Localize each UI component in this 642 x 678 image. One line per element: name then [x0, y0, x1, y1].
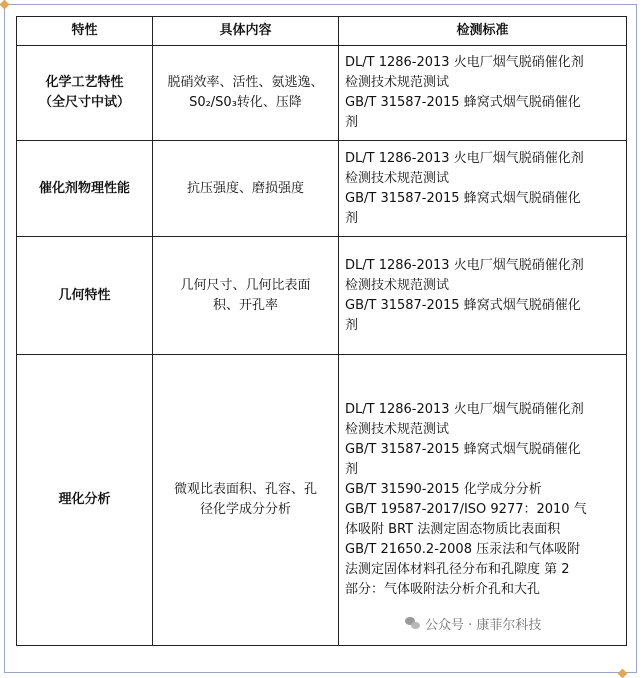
standard-line: 剂: [345, 115, 359, 130]
standard-line: 检测技术规范测试: [345, 422, 450, 437]
table-row: [17, 355, 627, 646]
feature-text: 理化分析: [58, 492, 111, 507]
standard-line: 体吸附 BRT 法测定固态物质比表面积: [345, 522, 561, 537]
content-text: 积、开孔率: [212, 297, 278, 313]
feature-text: 化学工艺特性: [45, 75, 124, 90]
standard-line: GB/T 31587-2015 蜂窝式烟气脱硝催化: [345, 442, 581, 457]
standard-line: 检测技术规范测试: [345, 277, 450, 293]
standard-line: DL/T 1286-2013 火电厂烟气脱硝催化剂: [345, 402, 584, 417]
standard-line: 剂: [345, 462, 359, 477]
standard-line: 剂: [345, 210, 359, 226]
content-text: 微观比表面积、孔容、孔: [173, 482, 317, 497]
table-row: [17, 237, 627, 355]
feature-cell: [17, 46, 153, 141]
standard-line: DL/T 1286-2013 火电厂烟气脱硝催化剂: [345, 257, 584, 273]
standard-line: GB/T 31587-2015 蜂窝式烟气脱硝催化: [345, 190, 581, 206]
standard-line: 部分：气体吸附法分析介孔和大孔: [345, 582, 541, 597]
standard-line: 剂: [345, 317, 359, 333]
standard-line: 法测定固体材料孔径分布和孔隙度 第 2: [345, 562, 570, 577]
feature-text: 催化剂物理性能: [38, 180, 130, 196]
standard-line: DL/T 1286-2013 火电厂烟气脱硝催化剂: [345, 150, 584, 166]
standard-cell: [339, 355, 627, 646]
standard-line: DL/T 1286-2013 火电厂烟气脱硝催化剂: [345, 55, 584, 70]
feature-text: 几何特性: [58, 287, 111, 303]
header-feature: 特性: [17, 17, 153, 46]
header-content: 具体内容: [153, 17, 339, 46]
standard-line: GB/T 31590-2015 化学成分分析: [345, 482, 542, 497]
standard-cell: [339, 237, 627, 355]
content-text: 脱硝效率、活性、氨逃逸、: [167, 75, 324, 90]
standard-line: GB/T 19587-2017/ISO 9277：2010 气: [345, 502, 587, 517]
spec-table: [16, 16, 627, 646]
standard-line: GB/T 31587-2015 蜂窝式烟气脱硝催化: [345, 297, 581, 313]
table-row: [17, 141, 627, 237]
standard-line: 检测技术规范测试: [345, 170, 450, 186]
feature-cell: [17, 237, 153, 355]
content-cell: [153, 141, 339, 237]
content-text: 几何尺寸、几何比表面: [180, 277, 311, 293]
content-text: 抗压强度、磨损强度: [186, 180, 304, 196]
content-cell: [153, 46, 339, 141]
table-row: [17, 46, 627, 141]
feature-text: （全尺寸中试）: [38, 95, 130, 110]
feature-cell: [17, 355, 153, 646]
watermark-text: 公众号 · 康菲尔科技: [425, 617, 542, 633]
wechat-icon: [405, 617, 421, 630]
table-header-row: [17, 17, 627, 46]
watermark: [405, 612, 541, 634]
feature-cell: [17, 141, 153, 237]
standard-line: GB/T 21650.2-2008 压汞法和气体吸附: [345, 542, 581, 557]
header-standard: 检测标准: [339, 17, 627, 46]
standard-cell: [339, 46, 627, 141]
content-text: 径化学成分分析: [199, 502, 291, 517]
standard-cell: [339, 141, 627, 237]
content-cell: [153, 355, 339, 646]
content-text: S0₂/S0₃转化、压降: [189, 95, 302, 110]
standard-line: 检测技术规范测试: [345, 75, 450, 90]
content-cell: [153, 237, 339, 355]
standard-line: GB/T 31587-2015 蜂窝式烟气脱硝催化: [345, 95, 581, 110]
